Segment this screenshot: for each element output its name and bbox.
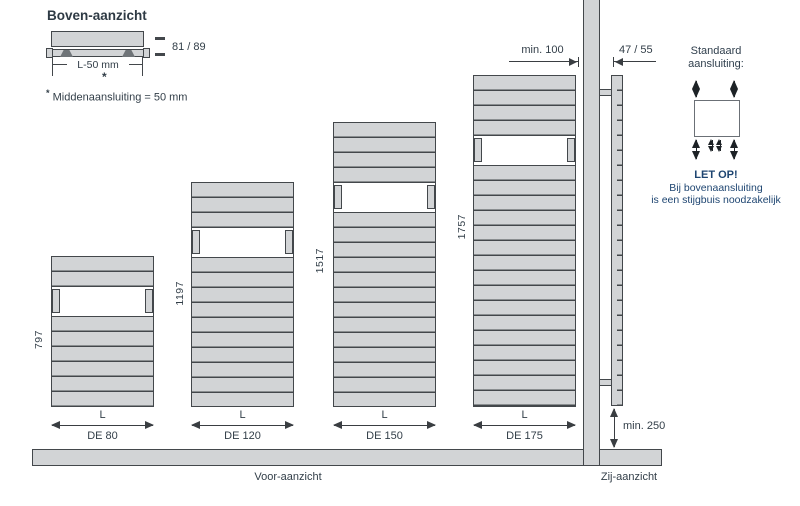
footnote-text: Middenaansluiting = 50 mm: [52, 91, 188, 104]
radiator-front-de150: [333, 122, 436, 407]
dimension-tick: [578, 57, 579, 67]
connection-box: [694, 100, 740, 137]
front-view-caption: Voor-aanzicht: [254, 471, 322, 483]
footnote-mark: *: [46, 88, 50, 98]
radiator-front-de120: [191, 182, 294, 407]
extension-line: [52, 57, 53, 76]
flow-arrow-icon: [720, 140, 721, 151]
flow-arrow-icon: [712, 140, 713, 151]
wall-bracket-top: [599, 89, 612, 96]
radiator-front-de175: [473, 75, 576, 407]
side-view-caption: Zij-aanzicht: [600, 471, 658, 483]
dimension-arrow-right: [509, 61, 578, 62]
top-view-width-dimension: L-50 mm: [77, 59, 119, 71]
width-dimension-de175: [473, 409, 576, 443]
connection-title: [664, 45, 768, 70]
double-arrow: [334, 425, 435, 426]
width-symbol: L: [381, 409, 388, 421]
warning-line1: Bij bovenaansluiting: [669, 181, 763, 194]
width-symbol: L: [99, 409, 106, 421]
radiator-opening: [334, 183, 435, 213]
width-dimension-de80: [51, 409, 154, 443]
warning-line2: is een stijgbuis noodzakelijk: [651, 193, 781, 206]
height-label-de150: 1517: [314, 248, 326, 274]
model-label: DE 120: [224, 430, 261, 443]
opening-collector-right: [567, 138, 575, 162]
warning-title: LET OP!: [694, 169, 738, 181]
double-arrow: [192, 425, 293, 426]
flow-arrow-icon: [734, 140, 735, 159]
dimension-arrow-left: [614, 61, 656, 62]
opening-collector-left: [334, 185, 342, 209]
width-dimension-de150: [333, 409, 436, 443]
width-symbol: L: [521, 409, 528, 421]
radiator-front-de80: [51, 256, 154, 407]
opening-collector-right: [145, 289, 153, 313]
opening-collector-right: [285, 230, 293, 254]
model-label: DE 150: [366, 430, 403, 443]
side-depth-dimension: 47 / 55: [619, 44, 653, 56]
height-label-de80: 797: [33, 330, 45, 350]
connection-warning: [645, 169, 787, 206]
depth-tick: [155, 53, 165, 56]
double-arrow: [474, 425, 575, 426]
opening-collector-left: [52, 289, 60, 313]
extension-line: [142, 57, 143, 76]
radiator-opening: [52, 287, 153, 317]
model-label: DE 175: [506, 430, 543, 443]
asterisk-mark: *: [102, 70, 107, 84]
width-symbol: L: [239, 409, 246, 421]
opening-collector-left: [474, 138, 482, 162]
radiator-side-profile: [611, 75, 623, 406]
height-label-de175: 1757: [456, 214, 468, 240]
bottom-clearance-dimension: min. 250: [623, 420, 666, 432]
opening-collector-right: [427, 185, 435, 209]
model-label: DE 80: [87, 430, 118, 443]
height-label-de120: 1197: [174, 281, 186, 306]
bottom-clearance-arrow: [614, 409, 615, 447]
radiator-opening: [474, 136, 575, 166]
width-dimension-de120: [191, 409, 294, 443]
top-view-depth-dimension: 81 / 89: [172, 41, 206, 53]
flow-arrow-icon: [696, 81, 697, 97]
flow-arrow-icon: [734, 81, 735, 97]
flow-arrow-icon: [696, 140, 697, 159]
footnote: [46, 88, 187, 104]
double-arrow: [52, 425, 153, 426]
radiator-opening: [192, 228, 293, 258]
floor: [32, 449, 662, 466]
top-view-panel: [51, 31, 144, 47]
depth-tick: [155, 37, 165, 40]
connection-title-line2: aansluiting:: [688, 57, 744, 70]
top-view-end-cap-right: [143, 48, 150, 58]
top-clearance-dimension: min. 100: [521, 44, 564, 56]
connection-title-line1: Standaard: [690, 45, 742, 57]
top-view-title: Boven-aanzicht: [47, 8, 147, 23]
opening-collector-left: [192, 230, 200, 254]
dimension-tick: [613, 57, 614, 67]
wall: [583, 0, 600, 465]
wall-bracket-bottom: [599, 379, 612, 386]
